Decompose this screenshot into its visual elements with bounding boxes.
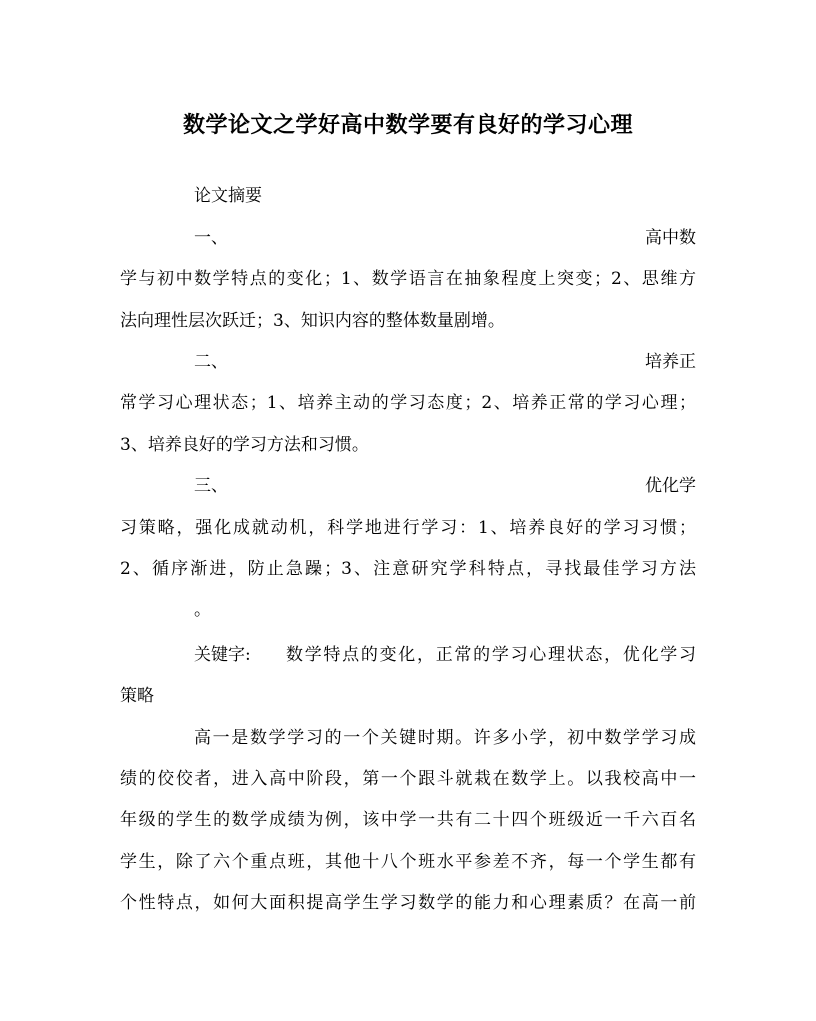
section-1-number: 一、 [194, 228, 228, 248]
body-line-3: 年级的学生的数学成绩为例，该中学一共有二十四个班级近一千六百名 [120, 810, 696, 830]
section-3-number: 三、 [194, 476, 228, 496]
section-3-first-part: 优化学 [645, 476, 696, 496]
body-line-4: 学生，除了六个重点班，其他十八个班水平参差不齐，每一个学生都有 [120, 852, 696, 872]
body-line-5: 个性特点，如何大面积提高学生学习数学的能力和心理素质？在高一前 [120, 893, 696, 913]
section-2-line-2: 3、培养良好的学习方法和习惯。 [120, 435, 369, 455]
keywords-label: 关键字: [194, 645, 251, 665]
section-1-line-1: 学与初中数学特点的变化；1、数学语言在抽象程度上突变；2、思维方 [120, 269, 696, 289]
body-line-1: 高一是数学学习的一个关键时期。许多小学，初中数学学习成 [194, 728, 696, 748]
section-2-first-part: 培养正 [645, 352, 696, 372]
section-3-line-1: 习策略，强化成就动机，科学地进行学习：1、培养良好的学习习惯； [120, 518, 696, 538]
section-1-first-part: 高中数 [645, 228, 696, 248]
section-2-line-1: 常学习心理状态；1、培养主动的学习态度；2、培养正常的学习心理； [120, 393, 696, 413]
document-title: 数学论文之学好高中数学要有良好的学习心理 [182, 112, 633, 138]
section-3-trailing-mark: 。 [194, 600, 211, 620]
section-2-number: 二、 [194, 352, 228, 372]
section-1-line-2: 法向理性层次跃迁；3、知识内容的整体数量剧增。 [120, 311, 505, 331]
abstract-heading: 论文摘要 [194, 186, 262, 206]
keywords-text: 数学特点的变化，正常的学习心理状态，优化学习 [286, 645, 696, 665]
body-line-2: 绩的佼佼者，进入高中阶段，第一个跟斗就栽在数学上。以我校高中一 [120, 769, 696, 789]
keywords-continuation: 策略 [120, 686, 154, 706]
section-3-line-2: 2、循序渐进，防止急躁；3、注意研究学科特点，寻找最佳学习方法 [120, 559, 696, 579]
